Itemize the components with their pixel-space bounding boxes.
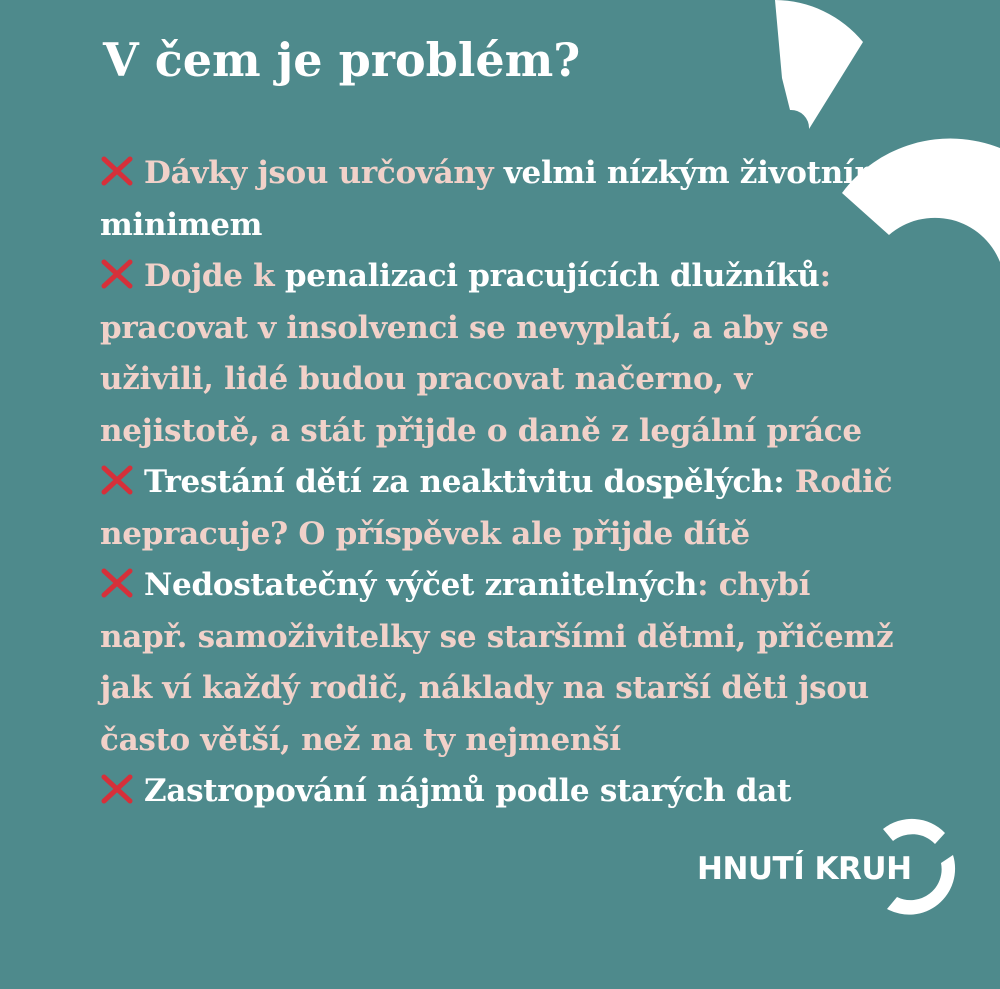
item-lead: Dávky jsou určovány <box>144 155 494 191</box>
list-item <box>100 457 900 560</box>
list-item <box>100 560 900 766</box>
item-text: Rodič nepracuje? O příspěvek ale přijde dítě <box>100 464 893 552</box>
logo <box>697 813 972 923</box>
red-cross-mark-icon <box>100 156 134 186</box>
item-text: velmi nízkým životním minimem <box>100 155 887 243</box>
ring-arc-top <box>775 0 863 129</box>
logo-text: HNUTÍ KRUH <box>697 851 912 887</box>
item-text: penalizaci pracujících dlužníků <box>274 258 820 294</box>
red-cross-mark-icon <box>100 568 134 598</box>
item-detail: : pracovat v insolvenci se nevyplatí, a aby se uživili, lidé budou pracovat načerno, v nejistotě, a stát přijde o daně z legální práce <box>100 258 862 449</box>
item-lead: Trestání dětí za neaktivitu dospělých: <box>144 464 785 500</box>
red-cross-mark-icon <box>100 465 134 495</box>
red-cross-mark-icon <box>100 259 134 289</box>
page-title: V čem je problém? <box>103 33 581 87</box>
list-item <box>100 148 900 251</box>
list-item <box>100 766 900 818</box>
problem-list <box>100 148 900 818</box>
item-lead: Dojde k <box>144 258 275 294</box>
item-lead: Nedostatečný výčet zranitelných <box>144 567 698 603</box>
logo-ring-icon <box>875 813 972 923</box>
list-item <box>100 251 900 457</box>
item-text: : chybí např. samoživitelky se staršími dětmi, přičemž jak ví každý rodič, náklady na starší děti jsou často větší, než na ty nejmenší <box>100 567 894 758</box>
item-lead: Zastropování nájmů podle starých dat <box>144 773 792 809</box>
red-cross-mark-icon <box>100 774 134 804</box>
